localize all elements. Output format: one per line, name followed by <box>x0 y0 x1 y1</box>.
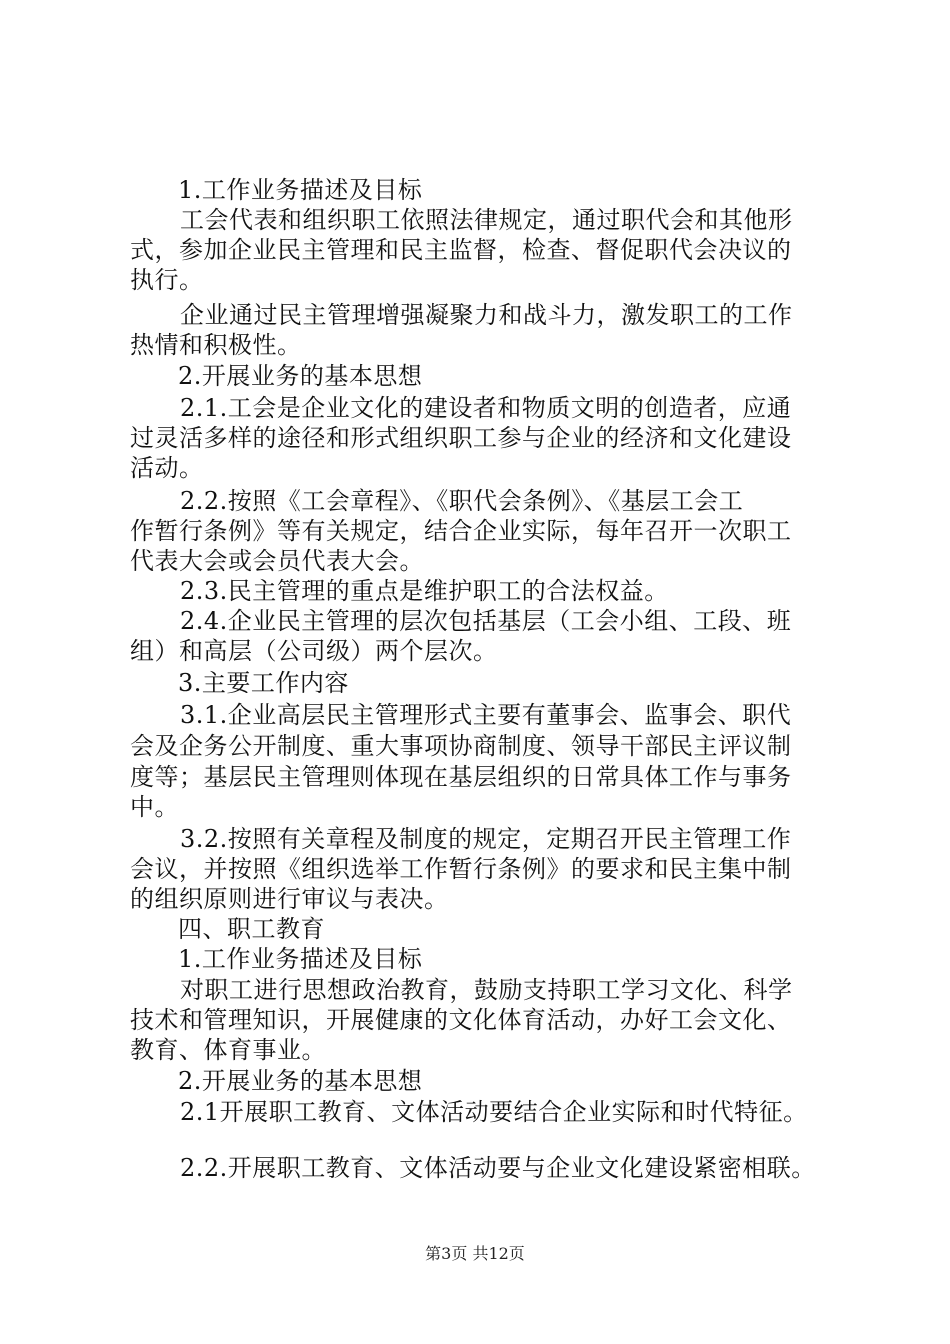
section-heading: 四、职工教育 <box>178 915 325 943</box>
paragraph-line: 企业通过民主管理增强凝聚力和战斗力，激发职工的工作 <box>180 301 793 329</box>
paragraph-line: 的组织原则进行审议与表决。 <box>130 885 449 913</box>
paragraph-line: 3.1.企业高层民主管理形式主要有董事会、监事会、职代 <box>180 701 792 729</box>
paragraph-line: 2.2.按照《工会章程》、《职代会条例》、《基层工会工 <box>180 487 744 515</box>
section-heading: 3.主要工作内容 <box>178 669 349 697</box>
paragraph-line: 式，参加企业民主管理和民主监督，检查、督促职代会决议的 <box>130 236 792 264</box>
paragraph-line: 2.1开展职工教育、文体活动要结合企业实际和时代特征。 <box>180 1098 808 1126</box>
paragraph-line: 活动。 <box>130 454 204 482</box>
paragraph-line: 度等；基层民主管理则体现在基层组织的日常具体工作与事务 <box>130 763 792 791</box>
paragraph-line: 2.1.工会是企业文化的建设者和物质文明的创造者，应通 <box>180 394 792 422</box>
paragraph-line: 作暂行条例》等有关规定，结合企业实际，每年召开一次职工 <box>130 517 792 545</box>
paragraph-line: 会及企务公开制度、重大事项协商制度、领导干部民主评议制 <box>130 732 792 760</box>
paragraph-line: 3.2.按照有关章程及制度的规定，定期召开民主管理工作 <box>180 825 792 853</box>
paragraph-line: 组）和高层（公司级）两个层次。 <box>130 637 498 665</box>
section-heading: 1.工作业务描述及目标 <box>178 945 423 973</box>
paragraph-line: 热情和积极性。 <box>130 331 302 359</box>
paragraph-line: 2.3.民主管理的重点是维护职工的合法权益。 <box>180 577 669 605</box>
paragraph-line: 过灵活多样的途径和形式组织职工参与企业的经济和文化建设 <box>130 424 792 452</box>
paragraph-line: 中。 <box>130 793 179 821</box>
section-heading: 2.开展业务的基本思想 <box>178 1067 423 1095</box>
page-number: 第3页 共12页 <box>425 1244 525 1263</box>
paragraph-line: 教育、体育事业。 <box>130 1036 326 1064</box>
paragraph-line: 执行。 <box>130 266 204 294</box>
paragraph-line: 代表大会或会员代表大会。 <box>130 547 424 575</box>
paragraph-line: 工会代表和组织职工依照法律规定，通过职代会和其他形 <box>180 206 793 234</box>
section-heading: 2.开展业务的基本思想 <box>178 362 423 390</box>
paragraph-line: 2.2.开展职工教育、文体活动要与企业文化建设紧密相联。 <box>180 1154 816 1182</box>
paragraph-line: 技术和管理知识，开展健康的文化体育活动，办好工会文化、 <box>130 1006 792 1034</box>
paragraph-line: 2.4.企业民主管理的层次包括基层（工会小组、工段、班 <box>180 607 792 635</box>
section-heading: 1.工作业务描述及目标 <box>178 176 423 204</box>
paragraph-line: 对职工进行思想政治教育，鼓励支持职工学习文化、科学 <box>180 976 793 1004</box>
paragraph-line: 会议，并按照《组织选举工作暂行条例》的要求和民主集中制 <box>130 855 792 883</box>
